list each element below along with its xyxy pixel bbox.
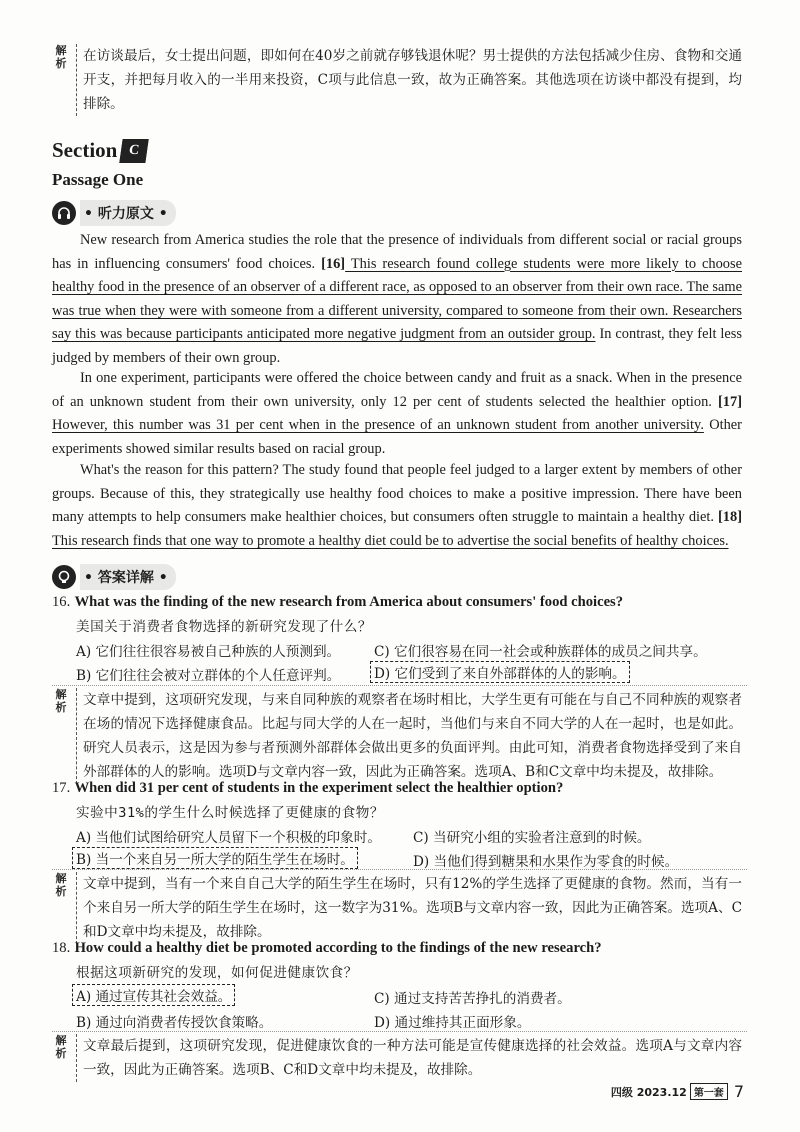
- section-label: Section: [52, 138, 118, 162]
- q16-option-a[interactable]: A) 它们往往很容易被自己种族的人预测到。: [76, 644, 341, 660]
- analysis-text: 在访谈最后，女士提出问题，即如何在40岁之前就存够钱退休呢？男士提供的方法包括减少住房、食物和交通开支，并把每月收入的一半用来投资，C项与此信息一致，故为正确答案。其他选项在访谈中都没有提到，均排除。: [76, 44, 742, 116]
- analysis-tag: 解 析: [55, 1034, 67, 1060]
- divider: [52, 1031, 747, 1032]
- footer-level: 四级 2023.12: [610, 1085, 687, 1099]
- footer-set: 第一套: [690, 1083, 728, 1100]
- question-16: 16. What was the finding of the new research from America about consumers' food choices? 美国关于消费者食物选择的新研究发现了什么？: [52, 594, 624, 635]
- q17-option-a[interactable]: A) 当他们试图给研究人员留下一个积极的印象时。: [76, 830, 381, 846]
- question-18: 18. How could a healthy diet be promoted according to the findings of the new research? 根据这项新研究的发现，如何促进健康饮食？: [52, 940, 602, 981]
- passage-title: Passage One: [52, 170, 144, 189]
- transcript-heading: • 听力原文 •: [52, 200, 176, 226]
- analysis-tag: 解 析: [55, 44, 67, 70]
- analysis-block-18: [52, 1034, 742, 1082]
- passage-paragraph-2: In one experiment, participants were offered the choice between candy and fruit as a snack. When in the presence of an unknown student from their own university, only 12 per cent of students selected the healthier option. [17] However, this number was 31 per cent when in the presence of an unknown student from another university. Other experiments showed similar results based on racial group.: [52, 370, 742, 457]
- section-heading: [52, 138, 147, 163]
- page-footer: [611, 1082, 744, 1101]
- q17-option-d[interactable]: D) 当他们得到糖果和水果作为零食的时候。: [413, 854, 679, 870]
- divider: [52, 685, 747, 686]
- analysis-block-16: [52, 688, 742, 784]
- analysis-text: 文章最后提到，这项研究发现，促进健康饮食的一种方法可能是宣传健康选择的社会效益。选项A与文章内容一致，因此为正确答案。选项B、C和D文章中均未提及，故排除。: [76, 1034, 742, 1082]
- passage-paragraph-1: New research from America studies the role that the presence of individuals from different social or racial groups has in influencing consumers' food choices. [16] This research found college students were more likely to choose healthy food in the presence of an observer of a different race, as opposed to an observer from their own race. The same was true when they were with someone from a different university, compared to someone from their own. Researchers say this was because participants anticipated more negative judgment from an outsider group. In contrast, they felt less judged by members of their own group.: [52, 232, 742, 366]
- question-17: 17. When did 31 per cent of students in the experiment select the healthier option? 实验中31%的学生什么时候选择了更健康的食物？: [52, 780, 564, 821]
- analysis-text: 文章中提到，这项研究发现，与来自同种族的观察者在场时相比，大学生更有可能在与自己不同种族的观察者在场的情况下选择健康食品。比起与同大学的人在一起时，当他们与来自不同大学的人在一起时，也是如此。研究人员表示，这是因为参与者预测外部群体会做出更多的负面评判。由此可知，消费者食物选择受到了来自外部群体的人的影响。选项D与文章内容一致，因此为正确答案。选项A、B和C文章中均未提及，故排除。: [76, 688, 742, 784]
- q16-option-b[interactable]: B) 它们往往会被对立群体的个人任意评判。: [76, 668, 341, 684]
- divider: [52, 869, 747, 870]
- analysis-block-17: [52, 872, 742, 944]
- q16-option-c[interactable]: C) 它们很容易在同一社会或种族群体的成员之间共享。: [374, 644, 707, 660]
- lightbulb-icon: [52, 565, 76, 589]
- passage-paragraph-3: What's the reason for this pattern? The study found that people feel judged to a larger extent by members of other groups. Because of this, they strategically use healthy food choices to make a positive impression. There have been many attempts to help consumers make healthier choices, but consumers often struggle to maintain a healthy diet. [18] This research finds that one way to promote a healthy diet could be to advertise the social benefits of healthy choices.: [52, 462, 742, 549]
- answers-heading: • 答案详解 •: [52, 564, 176, 590]
- analysis-text: 文章中提到，当有一个来自自己大学的陌生学生在场时，只有12%的学生选择了更健康的食物。然而，当有一个来自另一所大学的陌生学生在场时，这一数字为31%。选项B与文章内容一致，因此为正确答案。选项A、C和D文章中均未提及，故排除。: [76, 872, 742, 944]
- analysis-tag: 解 析: [55, 872, 67, 898]
- page-number: 7: [733, 1082, 744, 1101]
- q18-option-a-correct[interactable]: A) 通过宣传其社会效益。: [72, 984, 235, 1006]
- q16-option-d-correct[interactable]: D) 它们受到了来自外部群体的人的影响。: [370, 661, 630, 683]
- analysis-tag: 解 析: [55, 688, 67, 714]
- q17-option-c[interactable]: C) 当研究小组的实验者注意到的时候。: [413, 830, 651, 846]
- section-letter-icon: C: [120, 139, 149, 163]
- q18-option-b[interactable]: B) 通过向消费者传授饮食策略。: [76, 1015, 273, 1031]
- headphones-icon: [52, 201, 76, 225]
- q18-option-c[interactable]: C) 通过支持苦苦挣扎的消费者。: [374, 991, 571, 1007]
- q18-option-d[interactable]: D) 通过维持其正面形象。: [374, 1015, 531, 1031]
- q17-option-b-correct[interactable]: B) 当一个来自另一所大学的陌生学生在场时。: [72, 847, 358, 869]
- analysis-block-prev: [52, 44, 742, 116]
